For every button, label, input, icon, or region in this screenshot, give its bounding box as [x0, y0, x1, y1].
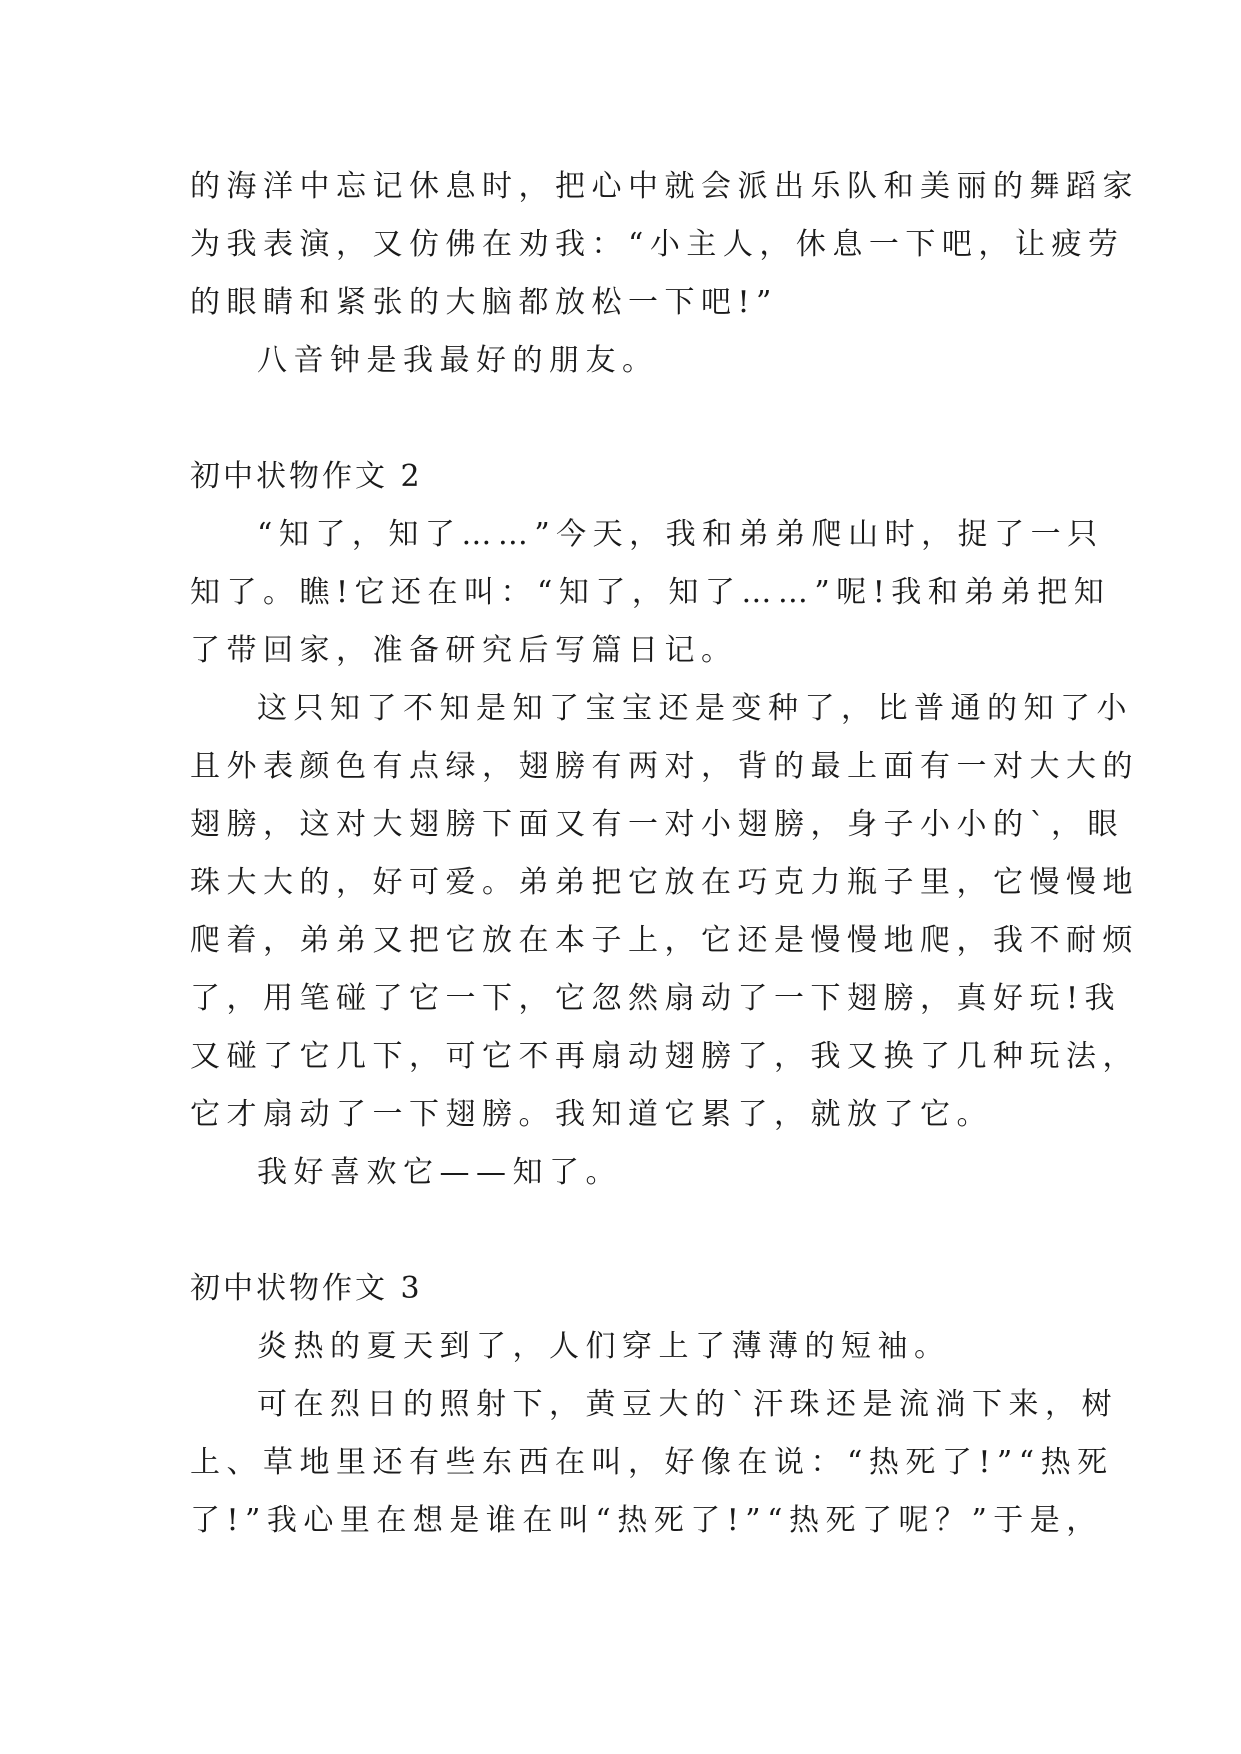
text-line: 了，用笔碰了它一下，它忽然扇动了一下翅膀，真好玩!我: [190, 981, 1122, 1016]
section-heading: 初中状物作文 2: [190, 459, 423, 494]
text-line: 它才扇动了一下翅膀。我知道它累了，就放了它。: [190, 1097, 993, 1132]
text-line: 知了。瞧!它还在叫：“知了，知了……”呢!我和弟弟把知: [190, 575, 1111, 610]
section-heading: 初中状物作文 3: [190, 1271, 423, 1306]
text-line: 八音钟是我最好的朋友。: [257, 343, 659, 378]
text-line: 了带回家，准备研究后写篇日记。: [190, 633, 738, 668]
text-line: 为我表演，又仿佛在劝我：“小主人，休息一下吧，让疲劳: [190, 227, 1125, 262]
text-line: 可在烈日的照射下，黄豆大的`汗珠还是流淌下来，树: [257, 1387, 1118, 1422]
text-line: 且外表颜色有点绿，翅膀有两对，背的最上面有一对大大的: [190, 749, 1139, 784]
text-line: 的眼睛和紧张的大脑都放松一下吧!”: [190, 285, 778, 320]
text-line: 了!”我心里在想是谁在叫“热死了!”“热死了呢？”于是，: [190, 1503, 1103, 1538]
text-line: 这只知了不知是知了宝宝还是变种了，比普通的知了小: [257, 691, 1133, 726]
text-line: 炎热的夏天到了，人们穿上了薄薄的短袖。: [257, 1329, 951, 1364]
text-line: 爬着，弟弟又把它放在本子上，它还是慢慢地爬，我不耐烦: [190, 923, 1139, 958]
text-line: 又碰了它几下，可它不再扇动翅膀了，我又换了几种玩法，: [190, 1039, 1139, 1074]
text-line: “知了，知了……”今天，我和弟弟爬山时，捉了一只: [257, 517, 1104, 552]
text-line: 上、草地里还有些东西在叫，好像在说：“热死了!”“热死: [190, 1445, 1114, 1480]
text-line: 的海洋中忘记休息时，把心中就会派出乐队和美丽的舞蹈家: [190, 169, 1139, 204]
text-line: 翅膀，这对大翅膀下面又有一对小翅膀，身子小小的`，眼: [190, 807, 1124, 842]
text-line: 珠大大的，好可爱。弟弟把它放在巧克力瓶子里，它慢慢地: [190, 865, 1139, 900]
text-line: 我好喜欢它——知了。: [257, 1155, 622, 1190]
